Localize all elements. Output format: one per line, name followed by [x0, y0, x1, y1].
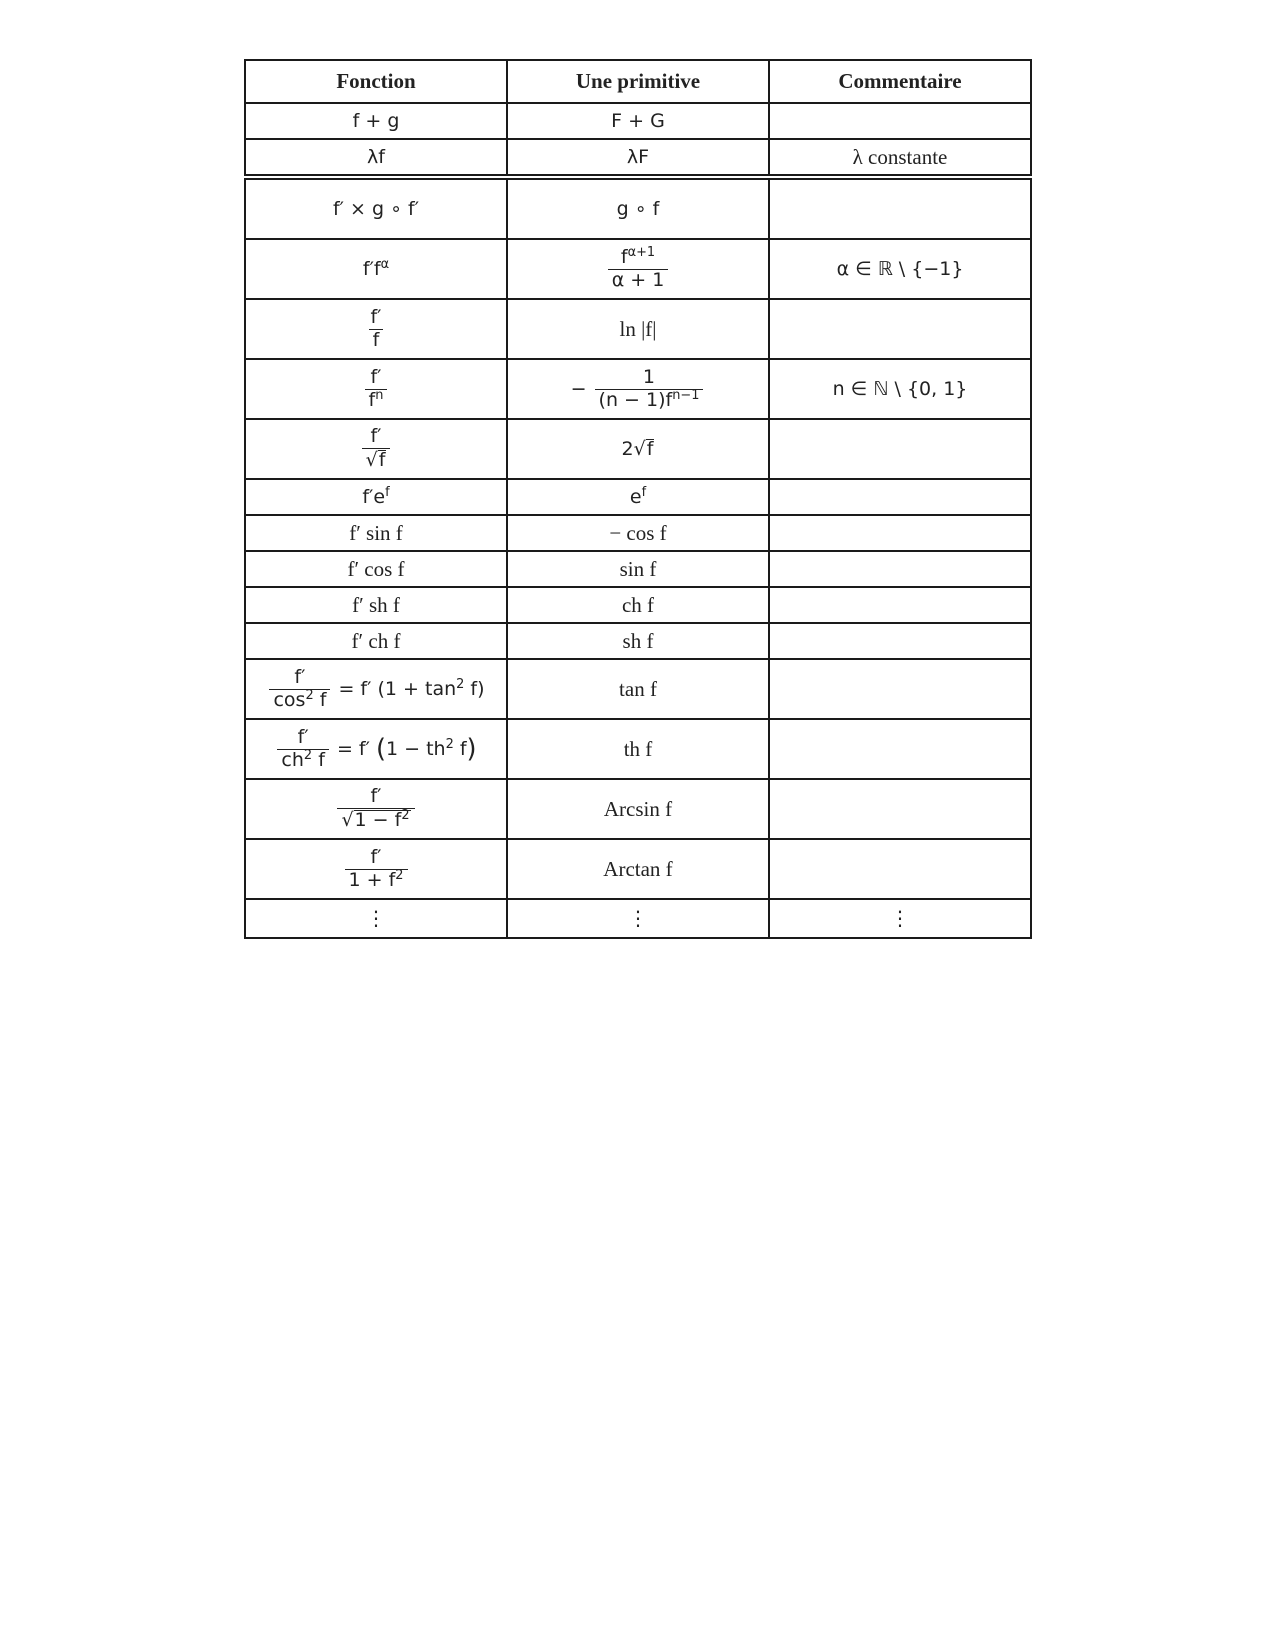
table-row	[245, 139, 1031, 175]
fraction	[345, 845, 408, 891]
cell-primitive	[507, 899, 769, 938]
vertical-dots-icon: ⋮	[890, 906, 910, 930]
math-token: cos	[273, 688, 306, 711]
cell-commentaire	[769, 623, 1031, 659]
table-row	[245, 103, 1031, 139]
numerator: f′	[370, 845, 382, 868]
header-une-primitive: Une primitive	[507, 60, 769, 103]
table-row	[245, 779, 1031, 839]
cell-commentaire	[769, 587, 1031, 623]
cell-commentaire	[769, 779, 1031, 839]
table-row	[245, 659, 1031, 719]
denominator	[365, 389, 388, 411]
math-token: f	[620, 245, 628, 268]
cell-primitive	[507, 359, 769, 419]
cell-fonction	[245, 239, 507, 299]
math-exponent: n	[375, 387, 384, 403]
cell-primitive: Arcsin f	[507, 779, 769, 839]
math-token: 1 − th	[385, 737, 446, 760]
minus-sign: −	[570, 377, 587, 400]
cell-primitive: sh f	[507, 623, 769, 659]
cell-commentaire	[769, 899, 1031, 938]
cell-primitive: ch f	[507, 587, 769, 623]
cell-primitive: Arctan f	[507, 839, 769, 899]
math-token: (	[377, 677, 385, 700]
math-exponent: 2	[305, 687, 314, 703]
cell-fonction: f′ sin f	[245, 515, 507, 551]
cell-primitive: ln |f|	[507, 299, 769, 359]
equals-sign: =	[338, 677, 355, 700]
table-row	[245, 479, 1031, 515]
cell-fonction	[245, 299, 507, 359]
cell-fonction: f′ sh f	[245, 587, 507, 623]
cell-primitive	[507, 239, 769, 299]
math-token: e	[373, 486, 386, 508]
numerator	[617, 244, 659, 269]
math-exponent: 2	[303, 747, 313, 763]
table-row	[245, 719, 1031, 779]
math-token: f	[470, 677, 478, 700]
math-token: f′	[360, 677, 372, 700]
primitives-table-composite	[244, 178, 1032, 939]
cell-commentaire	[769, 479, 1031, 515]
math-token: 2√	[621, 438, 646, 460]
fraction	[277, 725, 328, 771]
math-token: f′	[358, 737, 370, 760]
table-row	[245, 839, 1031, 899]
table-row	[245, 515, 1031, 551]
table-header-row	[245, 60, 1031, 103]
math-exponent: 2	[395, 867, 404, 883]
numerator: f′	[370, 425, 382, 448]
radicand	[354, 807, 411, 831]
table-row-continuation	[245, 899, 1031, 938]
cell-fonction: f′ × g ∘ f′	[245, 179, 507, 239]
fraction	[362, 427, 391, 471]
cell-primitive: th f	[507, 719, 769, 779]
cell-commentaire	[769, 103, 1031, 139]
cell-fonction: λf	[245, 139, 507, 175]
math-exponent: α+1	[627, 244, 656, 260]
fraction	[595, 365, 704, 411]
math-token: 1 + f	[348, 868, 396, 891]
fraction	[366, 305, 385, 351]
math-token: 1 + tan	[384, 677, 457, 700]
table-row	[245, 419, 1031, 479]
fraction	[365, 365, 388, 411]
equals-sign: =	[336, 737, 353, 760]
vertical-dots-icon: ⋮	[628, 906, 648, 930]
cell-fonction: f′ cos f	[245, 551, 507, 587]
header-fonction: Fonction	[245, 60, 507, 103]
cell-commentaire	[769, 419, 1031, 479]
math-exponent: 2	[445, 736, 454, 752]
cell-primitive: λF	[507, 139, 769, 175]
table-row	[245, 299, 1031, 359]
sqrt-icon: √	[365, 449, 378, 471]
numerator: f′	[370, 785, 382, 808]
cell-fonction	[245, 899, 507, 938]
cell-commentaire	[769, 515, 1031, 551]
math-token: f	[373, 258, 381, 280]
math-token: ch	[281, 748, 304, 771]
cell-commentaire	[769, 551, 1031, 587]
denominator	[345, 869, 408, 891]
cell-fonction	[245, 779, 507, 839]
cell-commentaire	[769, 659, 1031, 719]
vertical-dots-icon: ⋮	[366, 906, 386, 930]
cell-primitive	[507, 419, 769, 479]
denominator	[595, 389, 704, 411]
cell-commentaire	[769, 299, 1031, 359]
math-token: f	[319, 688, 327, 711]
math-token: 1 − f	[354, 809, 402, 831]
cell-primitive: − cos f	[507, 515, 769, 551]
cell-commentaire: λ constante	[769, 139, 1031, 175]
table-row	[245, 239, 1031, 299]
numerator: f′	[370, 305, 382, 328]
cell-fonction	[245, 479, 507, 515]
denominator	[362, 448, 391, 471]
math-token: f	[368, 388, 376, 411]
math-exponent: f	[641, 484, 647, 500]
math-exponent: n−1	[672, 387, 700, 403]
cell-fonction	[245, 359, 507, 419]
fraction	[269, 665, 330, 711]
numerator: 1	[642, 365, 656, 388]
math-token: f	[665, 388, 673, 411]
radicand: f	[378, 449, 386, 471]
math-token: f′	[362, 258, 374, 280]
numerator: f′	[370, 365, 382, 388]
cell-fonction	[245, 659, 507, 719]
cell-commentaire: α ∈ ℝ \ {−1}	[769, 239, 1031, 299]
math-token: (n − 1)	[598, 388, 666, 411]
denominator: α + 1	[608, 269, 669, 291]
cell-commentaire	[769, 719, 1031, 779]
cell-commentaire: n ∈ ℕ \ {0, 1}	[769, 359, 1031, 419]
math-exponent: f	[385, 484, 390, 500]
cell-fonction	[245, 419, 507, 479]
cell-fonction	[245, 839, 507, 899]
math-exponent: 2	[401, 807, 410, 823]
cell-primitive	[507, 479, 769, 515]
cell-commentaire	[769, 179, 1031, 239]
cell-fonction: f + g	[245, 103, 507, 139]
sqrt-icon: √	[341, 809, 354, 831]
numerator: f′	[297, 725, 309, 748]
denominator	[269, 689, 330, 711]
cell-fonction: f′ ch f	[245, 623, 507, 659]
cell-primitive: tan f	[507, 659, 769, 719]
math-exponent: 2	[456, 676, 465, 692]
fraction	[608, 244, 669, 291]
denominator: f	[369, 329, 384, 351]
math-token: f	[459, 737, 467, 760]
table-row	[245, 359, 1031, 419]
math-token: )	[466, 733, 477, 764]
cell-commentaire	[769, 839, 1031, 899]
header-commentaire: Commentaire	[769, 60, 1031, 103]
numerator: f′	[294, 665, 306, 688]
math-exponent: α	[380, 256, 390, 272]
radicand: f	[646, 438, 654, 460]
cell-primitive: sin f	[507, 551, 769, 587]
cell-fonction	[245, 719, 507, 779]
table-row	[245, 623, 1031, 659]
cell-primitive: g ∘ f	[507, 179, 769, 239]
primitives-table-basic	[244, 59, 1032, 176]
table-row	[245, 179, 1031, 239]
fraction	[337, 787, 414, 831]
math-token: (	[375, 733, 386, 764]
cell-primitive: F + G	[507, 103, 769, 139]
math-token: e	[629, 486, 642, 508]
table-row	[245, 551, 1031, 587]
math-token: f	[318, 748, 325, 771]
table-row	[245, 587, 1031, 623]
denominator	[337, 808, 414, 831]
denominator	[277, 749, 328, 771]
math-token: )	[477, 677, 485, 700]
math-token: f′	[362, 486, 374, 508]
